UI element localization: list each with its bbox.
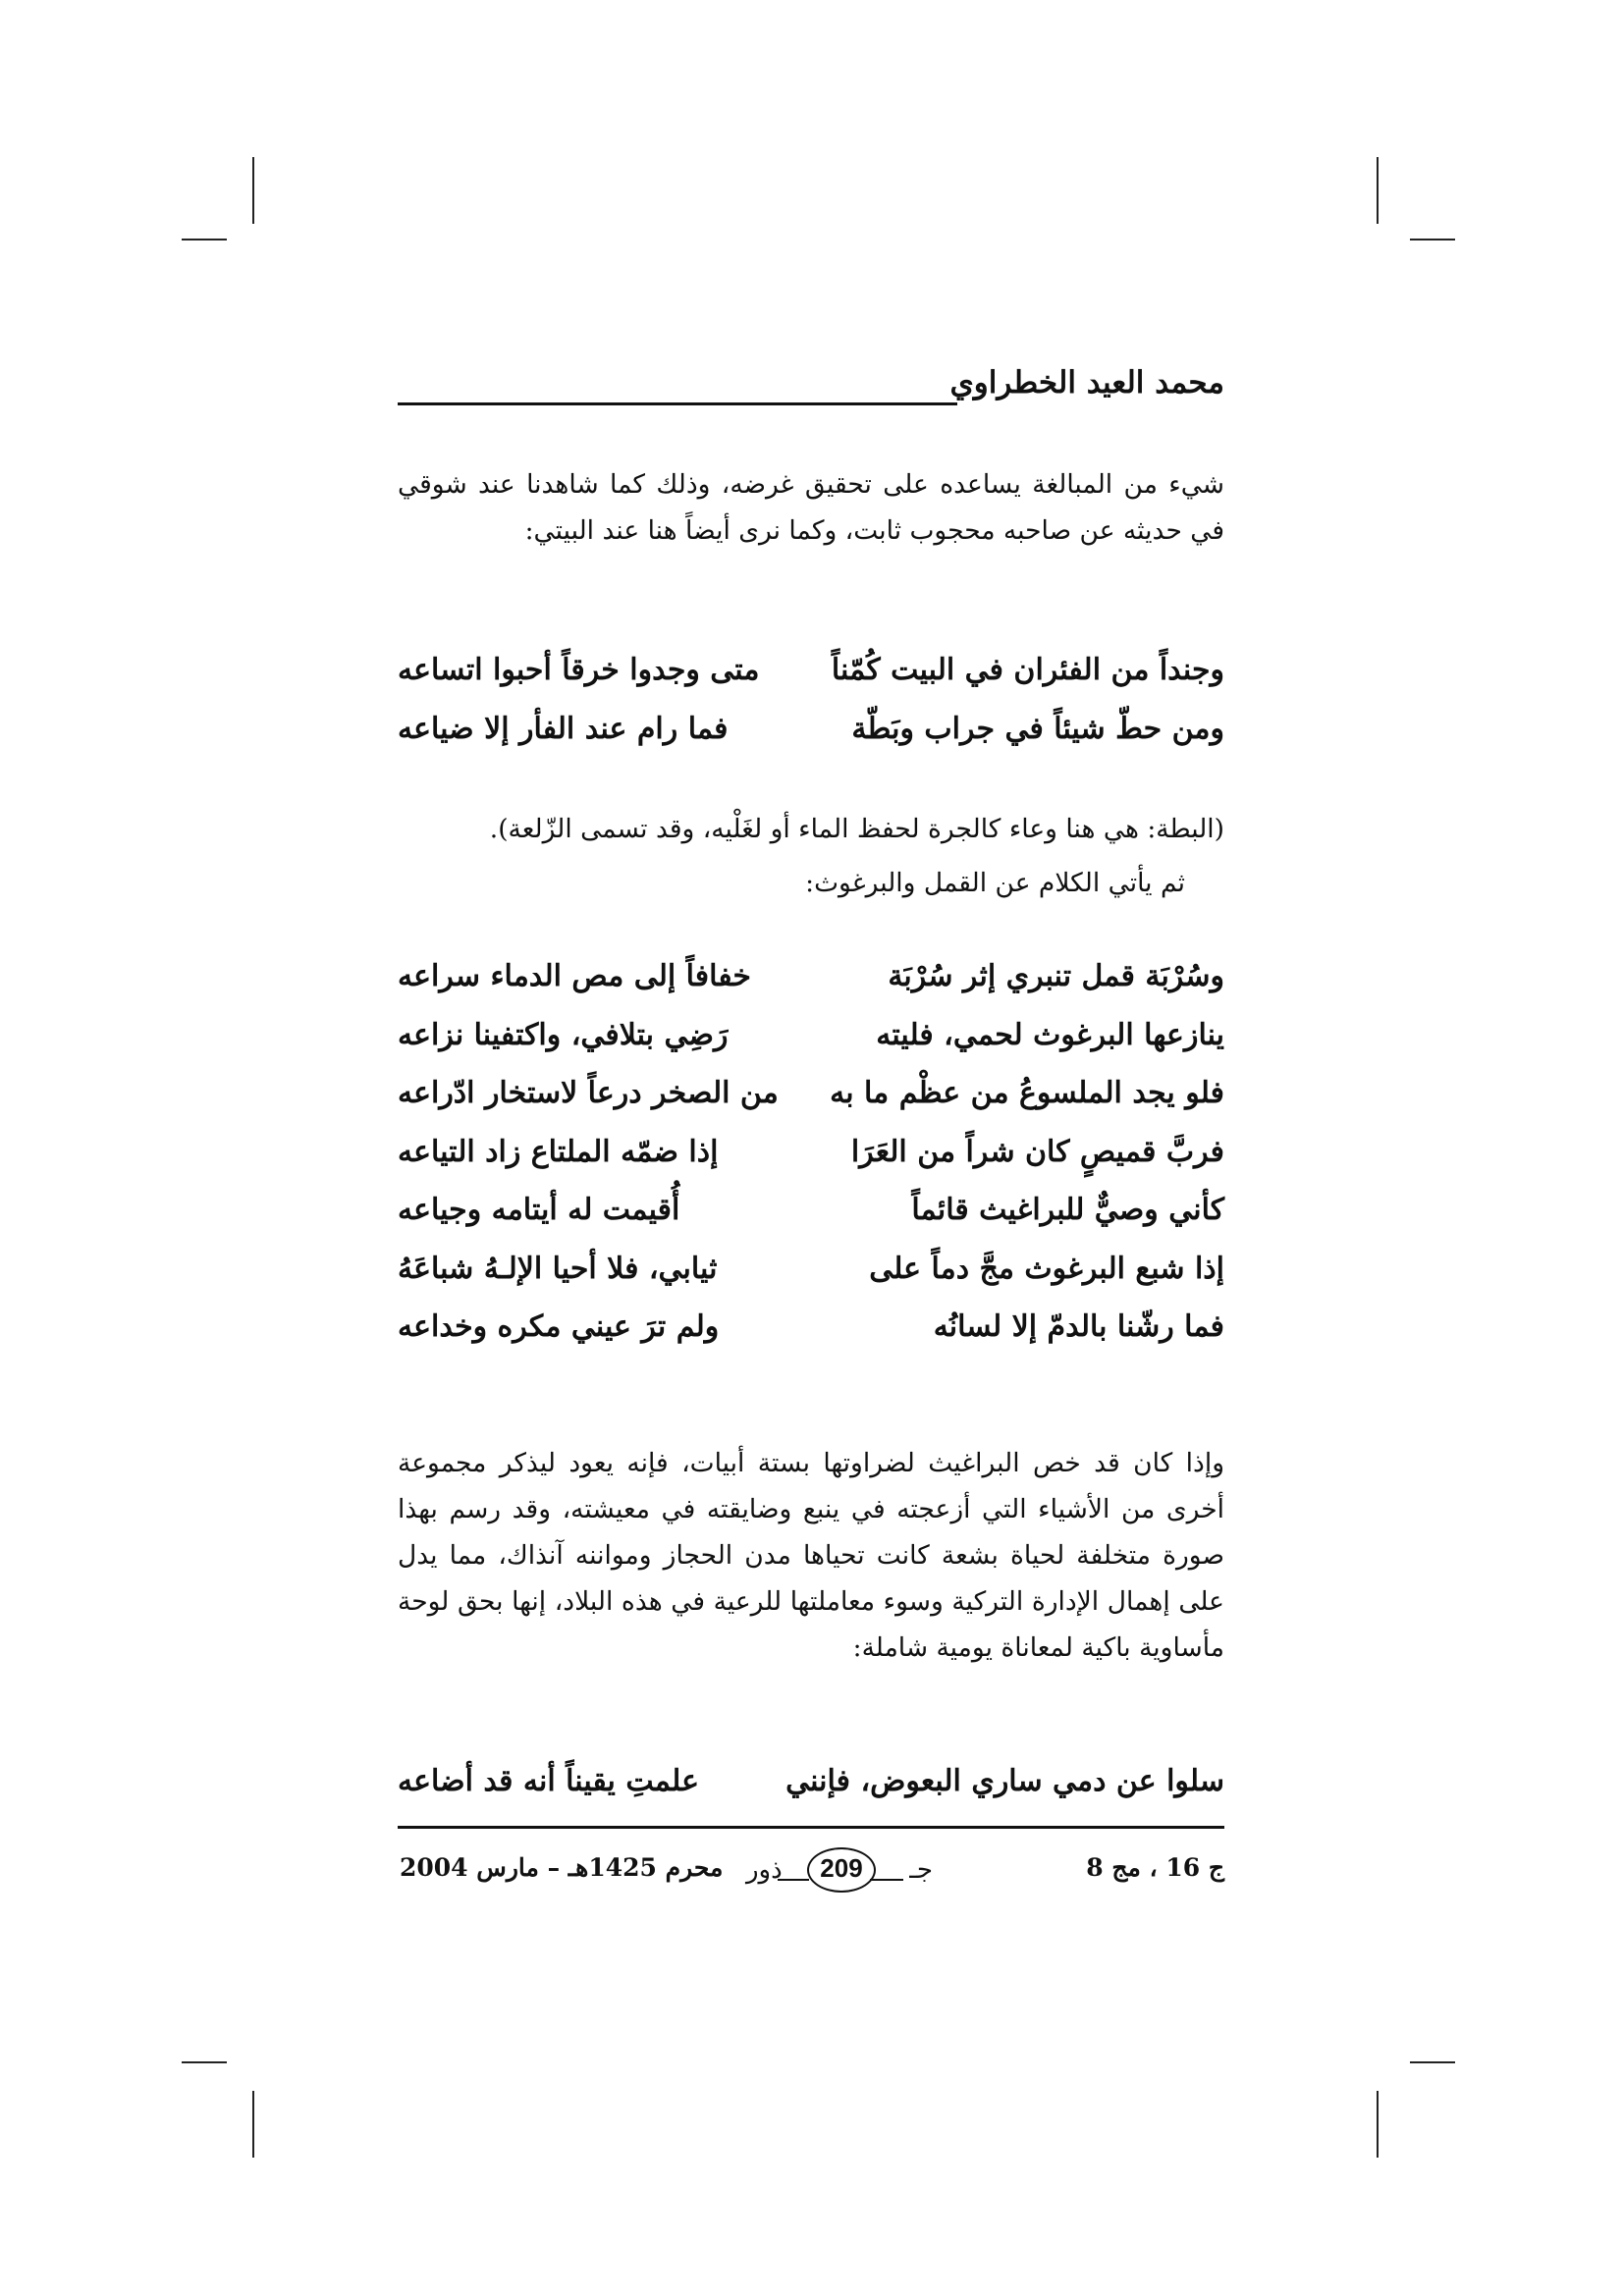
verse-first-hemistich: فما رشّنا بالدمّ إلا لسانُه — [933, 1309, 1224, 1344]
verse-second-hemistich: خفافاً إلى مص الدماء سراعه — [398, 959, 751, 993]
verse-second-hemistich: من الصخر درعاً لاستخار ادّراعه — [398, 1076, 779, 1110]
verse-second-hemistich: ثيابي، فلا أحيا الإلـهُ شباعَهُ — [398, 1251, 718, 1286]
verse-line — [398, 1303, 1224, 1362]
brand-stroke — [870, 1879, 903, 1881]
verse-second-hemistich: أُقيمت له أيتامه وجياعه — [398, 1193, 680, 1227]
page-footer — [398, 1843, 1224, 1902]
transition-line: ثم يأتي الكلام عن القمل والبرغوث: — [805, 868, 1185, 898]
verse-line — [398, 646, 1224, 705]
crop-mark — [1410, 239, 1455, 240]
verse-second-hemistich: علمتِ يقيناً أنه قد أضاعه — [398, 1764, 699, 1798]
crop-mark — [1377, 157, 1379, 224]
paragraph-discussion: وإذا كان قد خص البراغيث لضراوتها بستة أبيات، فإنه يعود ليذكر مجموعة أخرى من الأشياء التي أزعجته في ينبع وضايقته في معيشته، وقد رسم بهذا صورة متخلفة لحياة بشعة كانت تحياها مدن الحجاز ومواننه آنذاك، مما يدل على إهمال الإدارة التركية وسوء معاملتها للرعية في هذه البلاد، إنها بحق لوحة مأساوية باكية لمعاناة يومية شاملة: — [398, 1448, 1224, 1663]
page-number: 209 — [820, 1853, 863, 1883]
verse-line — [398, 1128, 1224, 1187]
header-rule — [398, 402, 957, 405]
verse-first-hemistich: ومن حطّ شيئاً في جراب وبَطّة — [851, 711, 1224, 746]
verse-second-hemistich: فما رام عند الفأر إلا ضياعه — [398, 711, 729, 746]
brand-text-end: ذور — [746, 1855, 783, 1885]
footnote-gloss: (البطة: هي هنا وعاء كالجرة لحفظ الماء أو لغَلْيه، وقد تسمى الزّلعة). — [489, 814, 1224, 844]
verse-line — [398, 1069, 1224, 1128]
crop-mark — [182, 2061, 227, 2063]
author-name: محمد العيد الخطراوي — [949, 365, 1224, 400]
verse-first-hemistich: إذا شبع البرغوث مجَّ دماً على — [869, 1251, 1224, 1286]
verse-first-hemistich: وجنداً من الفئران في البيت كُمّناً — [831, 653, 1224, 687]
verses-group-1 — [398, 646, 1224, 763]
crop-mark — [182, 239, 227, 240]
verse-line — [398, 705, 1224, 764]
verse-second-hemistich: رَضِي بتلافي، واكتفينا نزاعه — [398, 1017, 729, 1052]
verse-line — [398, 1245, 1224, 1304]
verse-first-hemistich: سلوا عن دمي ساري البعوض، فإنني — [785, 1764, 1224, 1798]
verse-first-hemistich: فلو يجد الملسوعُ من عظْم ما به — [830, 1076, 1224, 1110]
journal-brand — [746, 1843, 933, 1898]
verse-second-hemistich: ولم ترَ عيني مكره وخداعه — [398, 1309, 720, 1344]
verse-line — [398, 1186, 1224, 1245]
crop-mark — [1410, 2061, 1455, 2063]
crop-mark — [1377, 2091, 1379, 2158]
verse-first-hemistich: وسُرْبَة قمل تنبري إثر سُرْبَة — [888, 959, 1224, 993]
verse-line — [398, 1757, 1224, 1806]
issue-volume: ج 16 ، مج 8 — [1086, 1853, 1224, 1882]
page-number-oval — [807, 1847, 876, 1893]
crop-mark — [252, 157, 254, 224]
verse-first-hemistich: فربَّ قميصٍ كان شراً من العَرَا — [850, 1134, 1224, 1169]
verse-line — [398, 952, 1224, 1011]
verse-line — [398, 1011, 1224, 1070]
book-page — [398, 363, 1224, 1973]
footer-rule — [398, 1826, 1224, 1829]
verse-second-hemistich: إذا ضمّه الملتاع زاد التياعه — [398, 1134, 719, 1169]
brand-text-start: جـ — [909, 1855, 933, 1885]
verses-group-2 — [398, 952, 1224, 1362]
publication-date: محرم 1425هـ – مارس 2004 — [400, 1853, 724, 1882]
verse-second-hemistich: متى وجدوا خرقاً أحبوا اتساعه — [398, 653, 760, 687]
verse-first-hemistich: كأني وصيٌّ للبراغيث قائماً — [911, 1193, 1224, 1227]
running-header — [398, 363, 1224, 422]
paragraph-intro: شيء من المبالغة يساعده على تحقيق غرضه، وذلك كما شاهدنا عند شوقي في حديثه عن صاحبه محجوب ثابت، وكما نرى أيضاً هنا عند البيتي: — [398, 469, 1224, 546]
crop-mark — [252, 2091, 254, 2158]
verse-first-hemistich: ينازعها البرغوث لحمي، فليته — [876, 1017, 1224, 1052]
